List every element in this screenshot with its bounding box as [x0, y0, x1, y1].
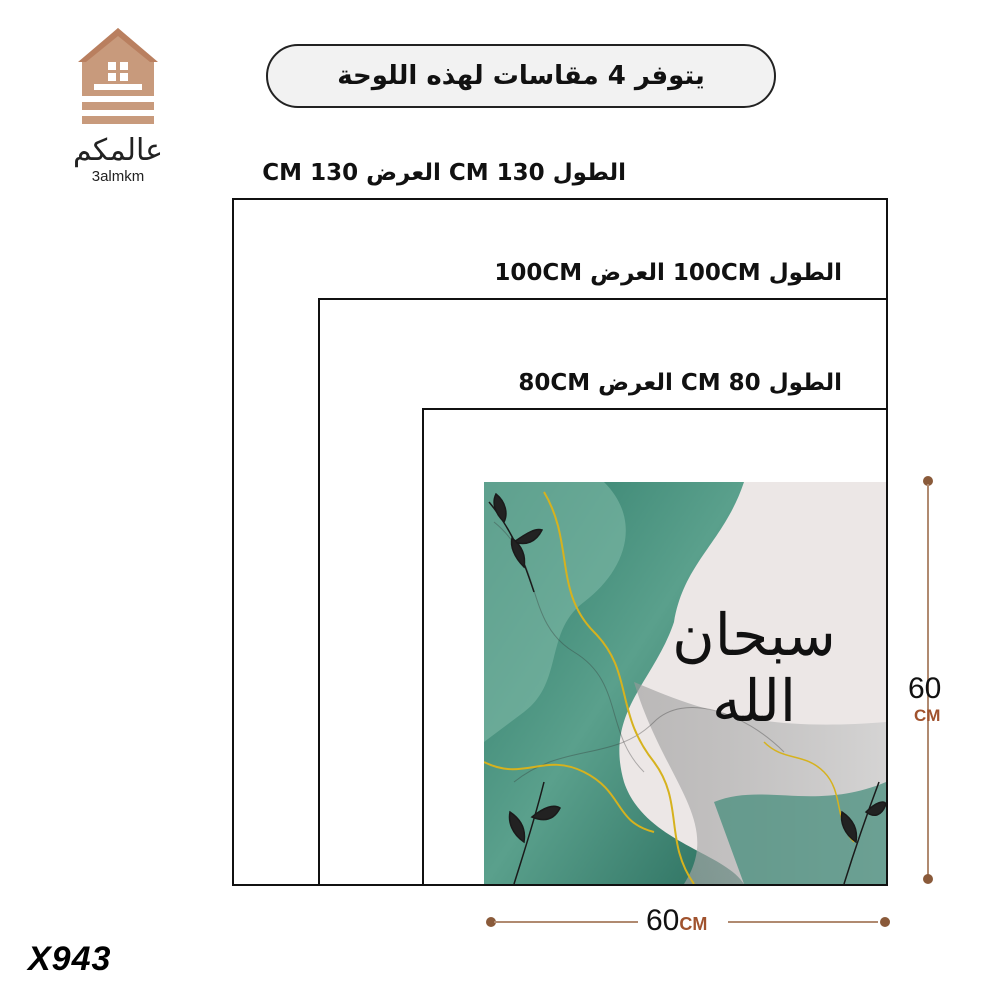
brand-name-arabic: عالمكم: [72, 133, 164, 168]
size-label-80: الطول 80 CM العرض 80CM: [518, 370, 842, 396]
dimension-h-value: 60: [646, 904, 680, 937]
product-code: X943: [28, 940, 112, 978]
brand-logo: [68, 24, 168, 184]
dimension-h-unit: CM: [679, 914, 708, 934]
dimension-h-label: [646, 904, 707, 938]
dimension-h-right-dot: [880, 917, 890, 927]
size-label-100: الطول 100CM العرض 100CM: [494, 260, 842, 286]
dimension-v-value: 60: [908, 672, 942, 705]
dimension-h-line-right: [728, 921, 878, 923]
calligraphy-text: سبحان الله: [672, 601, 836, 735]
brand-name-english: 3almkm: [91, 168, 145, 185]
dimension-h-line-left: [494, 921, 638, 923]
sizes-headline: يتوفر 4 مقاسات لهذه اللوحة: [266, 44, 776, 108]
size-label-130: الطول 130 CM العرض 130 CM: [262, 160, 626, 186]
dimension-v-bottom-dot: [923, 874, 933, 884]
house-icon: [78, 24, 158, 130]
artwork-canvas: [484, 482, 886, 884]
dimension-v-unit: CM: [914, 706, 941, 725]
